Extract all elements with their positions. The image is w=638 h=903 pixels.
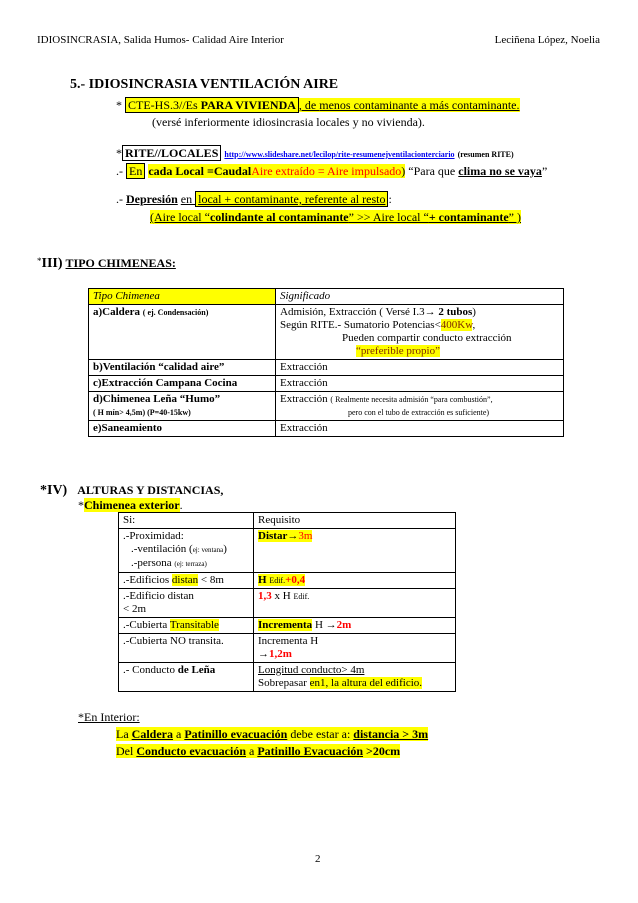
table-row: [89, 421, 564, 437]
edif1-rest: < 8m: [198, 574, 224, 586]
notrans-cell: .-Cubierta NO transita.: [119, 634, 254, 663]
prox-l3-small: (ej: terraza): [174, 560, 207, 568]
table-row: [119, 589, 456, 618]
caldera-line2: [280, 319, 559, 332]
saneamiento-name: e)Saneamiento: [89, 421, 276, 437]
lena-conducto-cell: [119, 663, 254, 692]
trans-l: .-Cubierta: [123, 619, 170, 631]
arrow-right-icon: →: [258, 648, 269, 660]
section4-title: [40, 481, 223, 499]
rite-box-text: RITE: [125, 146, 155, 160]
lena-note2: pero con el tubo de extracción es suficiente): [348, 408, 490, 417]
edif2-l1: .-Edificio distan: [123, 590, 194, 602]
chimeneas-table: [88, 288, 564, 437]
caldera-value: [276, 305, 564, 360]
section4-star: *: [40, 483, 47, 498]
int2-e: >20cm: [363, 744, 401, 758]
cada-quote-bold: clima no se vaya: [458, 164, 542, 178]
edif1-req-h: H: [258, 574, 270, 586]
table-row: [119, 618, 456, 634]
prox-req-val: 3m: [298, 530, 313, 542]
rite-link[interactable]: http://www.slideshare.net/lecilop/rite-resumenejventilacionterciario: [224, 150, 455, 159]
prox-l2-text: .-ventilación (: [131, 543, 193, 555]
interior-line2: [116, 744, 400, 759]
table-row: [119, 529, 456, 573]
table-header-row: [119, 513, 456, 529]
cada-quote-close: ”: [541, 164, 548, 178]
caldera-l1b: 2 tubos: [438, 306, 473, 318]
caldera-note: ( ej. Condensación): [142, 308, 209, 317]
depresion-line2: [150, 210, 521, 225]
lena-sub: ( H mín> 4,5m) (P=40-15kw): [93, 408, 191, 417]
rite-locales: //LOCALES: [154, 146, 219, 160]
cte-box: [125, 97, 299, 113]
caldera-l2c: ,: [472, 319, 476, 331]
notrans-req-val: 1,2m: [269, 648, 292, 660]
col-si-header: Si:: [119, 513, 254, 529]
lena-req2-b: en1, la altura del edificio.: [309, 677, 423, 689]
rite-resumen: (resumen RITE): [457, 150, 514, 159]
int2-c: a: [246, 744, 258, 758]
cte-bold: PARA VIVIENDA: [200, 98, 296, 112]
cada-prefix: .-: [116, 164, 126, 178]
edif2-req-val: 1,3: [258, 590, 272, 602]
saneamiento-value: Extracción: [276, 421, 564, 437]
lena-conducto-req: [254, 663, 456, 692]
edif2-cell: [119, 589, 254, 618]
table-header-row: [89, 289, 564, 305]
edif2-l2: < 2m: [123, 603, 147, 615]
caldera-name: a)Caldera: [93, 306, 141, 318]
prox-l2: [123, 543, 249, 557]
dep-prefix: .-: [116, 192, 126, 206]
ventilacion-name: b)Ventilación “calidad aire”: [89, 360, 276, 376]
cada-quote-open: “Para que: [408, 164, 459, 178]
cada-aire: Aire extraído = Aire impulsado: [251, 164, 402, 178]
table-row: [89, 360, 564, 376]
header-right: Leciñena López, Noelia: [494, 34, 600, 46]
trans-req-h: H: [312, 619, 326, 631]
ext-dot: .: [179, 498, 183, 512]
table-row: [119, 663, 456, 692]
section3-roman: III): [41, 256, 63, 271]
lena-req2: [258, 677, 451, 690]
dep-colon: :: [388, 192, 392, 206]
edif1-req-val: 0,4: [291, 574, 306, 586]
interior-line2-hl: [116, 744, 400, 758]
notrans-req1: Incrementa H: [258, 635, 319, 647]
lena-req2-a: Sobrepasar: [258, 677, 310, 689]
prox-l3-text: .-persona: [131, 557, 172, 569]
prox-l3: [123, 557, 249, 571]
edif1-req: [254, 573, 456, 589]
notrans-req2: [258, 648, 451, 661]
lena-l-b: de Leña: [177, 664, 216, 676]
prox-cell: [119, 529, 254, 573]
lena-note1: ( Realmente necesita admisión “para combustión”,: [330, 395, 493, 404]
caldera-line3: Pueden compartir conducto extracción: [342, 332, 512, 344]
edif1-hl: distan: [171, 574, 199, 586]
depresion-line: [116, 192, 392, 207]
col-tipo-header: Tipo Chimenea: [89, 289, 276, 305]
dep-en: en: [180, 192, 196, 206]
trans-cell: [119, 618, 254, 634]
cada-bold: cada Local =Caudal: [148, 164, 252, 178]
header-left: IDIOSINCRASIA, Salida Humos- Calidad Aire Interior: [37, 34, 284, 46]
dep-l2-b: colindante al contaminante: [209, 210, 349, 224]
int2-d: Patinillo Evacuación: [257, 744, 364, 758]
int1-d: Patinillo evacuación: [184, 727, 288, 741]
section4-title-text: ALTURAS Y DISTANCIAS,: [77, 483, 224, 497]
edif1-req-small: Edif.: [269, 576, 286, 585]
int1-b: Caldera: [131, 727, 173, 741]
dep-l2-e: ” ): [508, 210, 521, 224]
prox-l2-close: ): [223, 543, 227, 555]
cte-line: [116, 98, 520, 113]
lena-cell: [89, 392, 276, 421]
interior-line1-hl: [116, 727, 428, 741]
ventilacion-value: Extracción: [276, 360, 564, 376]
cte-bullet: *: [116, 98, 125, 112]
cada-line: [116, 164, 547, 179]
caldera-l1c: ): [472, 306, 476, 318]
arrow-right-icon: →: [424, 306, 436, 318]
page-number: 2: [315, 853, 321, 865]
trans-req: [254, 618, 456, 634]
table-row: [119, 573, 456, 589]
cte-note: (versé inferiormente idiosincrasia locales y no vivienda).: [152, 115, 425, 129]
rite-star: *: [116, 146, 122, 160]
prox-req-hl: [258, 530, 312, 542]
section4-roman: IV): [47, 483, 68, 498]
table-row: [119, 634, 456, 663]
caldera-l4: “preferible propio”: [356, 345, 440, 357]
caldera-cell: [89, 305, 276, 360]
prox-req: [254, 529, 456, 573]
cada-box: En: [126, 163, 145, 179]
dep-bold: Depresión: [126, 192, 178, 206]
arrow-right-icon: →: [325, 619, 337, 631]
interior-label-text: *En Interior:: [78, 710, 140, 724]
caldera-line1: [280, 306, 559, 319]
trans-hl: Transitable: [169, 619, 219, 631]
prox-req-bold: Distar: [258, 530, 288, 542]
dep-l2-c: ” >> Aire local “: [348, 210, 429, 224]
trans-req-val: 2m: [336, 619, 352, 631]
section5-title-text: 5.- IDIOSINCRASIA VENTILACIÓN AIRE: [70, 77, 339, 92]
lena-value: [276, 392, 564, 421]
int1-c: a: [172, 727, 185, 741]
table-row: [89, 305, 564, 360]
caldera-line4: [280, 345, 559, 358]
table-row: [89, 376, 564, 392]
campana-value: Extracción: [276, 376, 564, 392]
alturas-table: [118, 512, 456, 692]
lena-val: Extracción: [280, 393, 328, 405]
interior-line1: [116, 727, 428, 742]
lena-l-a: .- Conducto: [123, 664, 178, 676]
edif1-req-hl: [258, 574, 305, 586]
ext-star: *: [78, 498, 84, 512]
lena-name: d)Chimenea Leña “Humo”: [93, 393, 221, 405]
edif2-req: [254, 589, 456, 618]
section5-title: [70, 76, 338, 93]
arrow-right-icon: →: [287, 530, 299, 542]
section3-title-text: TIPO CHIMENEAS:: [65, 256, 176, 270]
notrans-req: [254, 634, 456, 663]
dep-local: local + contaminante, referente al resto: [195, 191, 388, 207]
cte-box-text: CTE-HS.3//Es: [128, 98, 201, 112]
int2-a: Del: [116, 744, 137, 758]
rite-box: [122, 145, 221, 161]
col-requisito-header: Requisito: [254, 513, 456, 529]
ext-label: Chimenea exterior: [84, 498, 180, 512]
chimenea-exterior: [78, 498, 183, 513]
edif1-cell: [119, 573, 254, 589]
section3-title: [37, 256, 176, 272]
dep-l2-a: (Aire local “: [150, 210, 210, 224]
caldera-l2a: Según RITE.- Sumatorio Potencias<: [280, 319, 441, 331]
int2-b: Conducto evacuación: [136, 744, 246, 758]
edif2-req-small: Edif.: [293, 592, 310, 601]
edif1-l: .-Edificios: [123, 574, 172, 586]
caldera-l1a: Admisión, Extracción ( Versé I.3: [280, 306, 425, 318]
edif2-req-x: x H: [271, 590, 294, 602]
interior-label: [78, 710, 140, 725]
caldera-l2b: 400Kw: [440, 319, 473, 331]
int1-f: distancia > 3m: [353, 727, 429, 741]
col-significado-header: Significado: [276, 289, 564, 305]
trans-req-bold: Incrementa: [258, 619, 313, 631]
campana-name: c)Extracción Campana Cocina: [89, 376, 276, 392]
cte-comma: , de: [298, 98, 320, 112]
section3-star: *: [37, 256, 42, 266]
prox-l2-small: ej: ventana: [192, 546, 224, 554]
int1-e: debe estar a:: [287, 727, 354, 741]
edif1-req-plus: +: [285, 574, 292, 586]
cte-rest: menos contaminante a más contaminante.: [319, 98, 520, 112]
cada-close: ): [401, 164, 406, 178]
prox-l1: .-Proximidad:: [123, 530, 184, 542]
int1-a: La: [116, 727, 132, 741]
table-row: [89, 392, 564, 421]
lena-req1: Longitud conducto> 4m: [258, 664, 365, 676]
rite-line: [116, 146, 514, 161]
dep-l2-d: + contaminante: [428, 210, 509, 224]
